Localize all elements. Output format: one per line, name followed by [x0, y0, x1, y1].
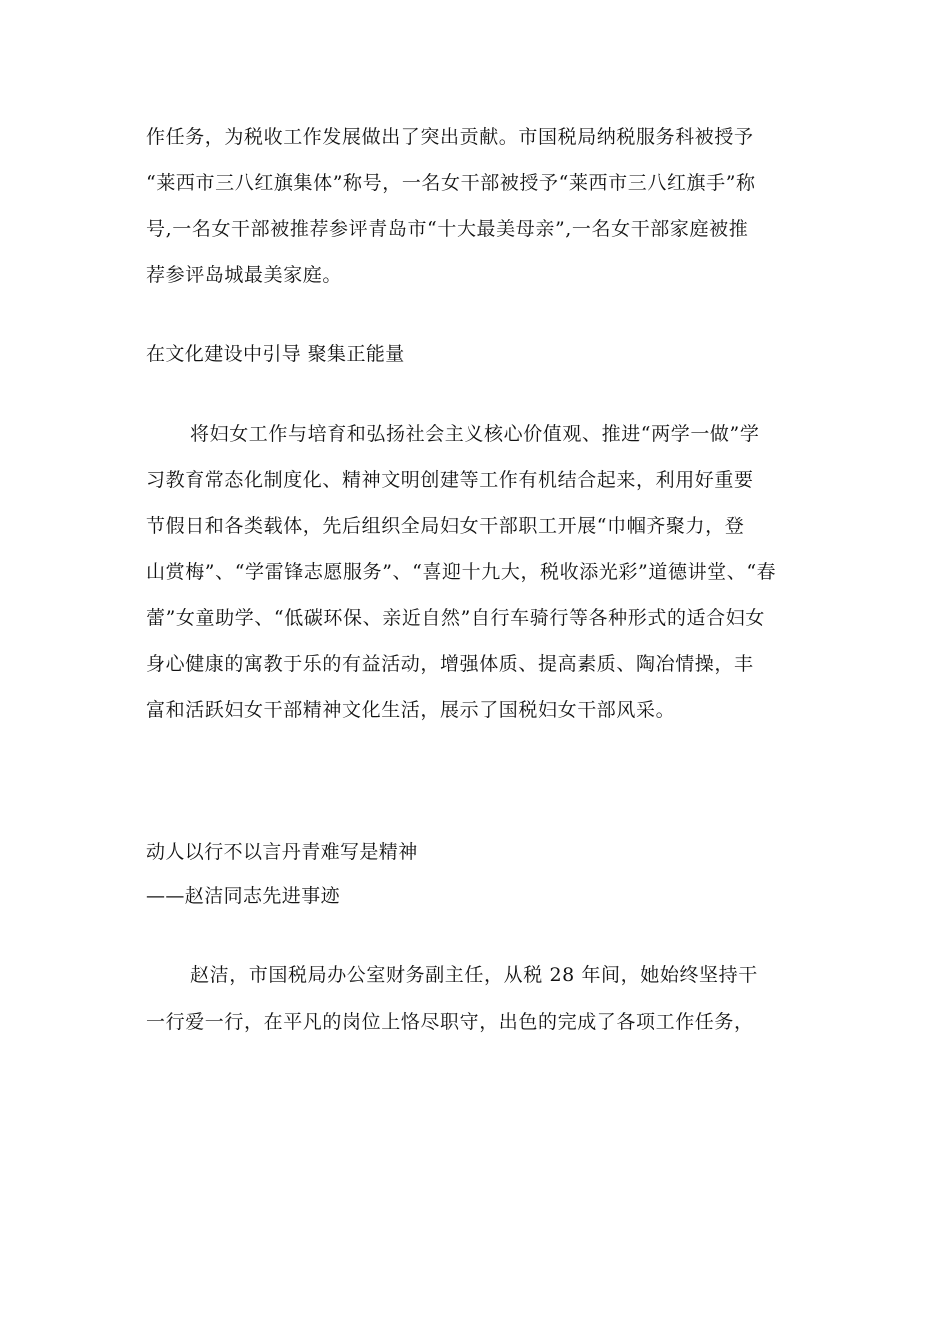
paragraph-line: 号,一名女干部被推荐参评青岛市“十大最美母亲”,一名女干部家庭被推 — [146, 218, 749, 240]
paragraph-line: 富和活跃妇女干部精神文化生活，展示了国税妇女干部风采。 — [146, 699, 676, 721]
paragraph-line: 身心健康的寓教于乐的有益活动，增强体质、提高素质、陶冶情操，丰 — [146, 653, 754, 675]
paragraph-line: 习教育常态化制度化、精神文明创建等工作有机结合起来，利用好重要 — [146, 469, 754, 491]
paragraph-line: 荐参评岛城最美家庭。 — [146, 264, 343, 286]
paragraph-line: 将妇女工作与培育和弘扬社会主义核心价值观、推进“两学一做”学 — [190, 423, 760, 445]
article-title: 动人以行不以言丹青难写是精神 — [146, 841, 418, 863]
paragraph-line: 节假日和各类载体，先后组织全局妇女干部职工开展“巾帼齐聚力，登 — [146, 515, 745, 537]
paragraph-line: “莱西市三八红旗集体”称号，一名女干部被授予“莱西市三八红旗手”称 — [146, 172, 756, 194]
paragraph-line: 山赏梅”、“学雷锋志愿服务”、“喜迎十九大，税收添光彩”道德讲堂、“春 — [146, 561, 777, 583]
paragraph-line: 作任务，为税收工作发展做出了突出贡献。市国税局纳税服务科被授予 — [146, 126, 754, 148]
paragraph-line: 赵洁，市国税局办公室财务副主任，从税 28 年间，她始终坚持干 — [190, 964, 758, 986]
article-subtitle: ——赵洁同志先进事迹 — [146, 885, 341, 907]
paragraph-line: 一行爱一行，在平凡的岗位上恪尽职守，出色的完成了各项工作任务， — [146, 1011, 754, 1033]
paragraph-line: 蕾”女童助学、“低碳环保、亲近自然”自行车骑行等各种形式的适合妇女 — [146, 607, 765, 629]
section-heading: 在文化建设中引导 聚集正能量 — [146, 343, 405, 365]
